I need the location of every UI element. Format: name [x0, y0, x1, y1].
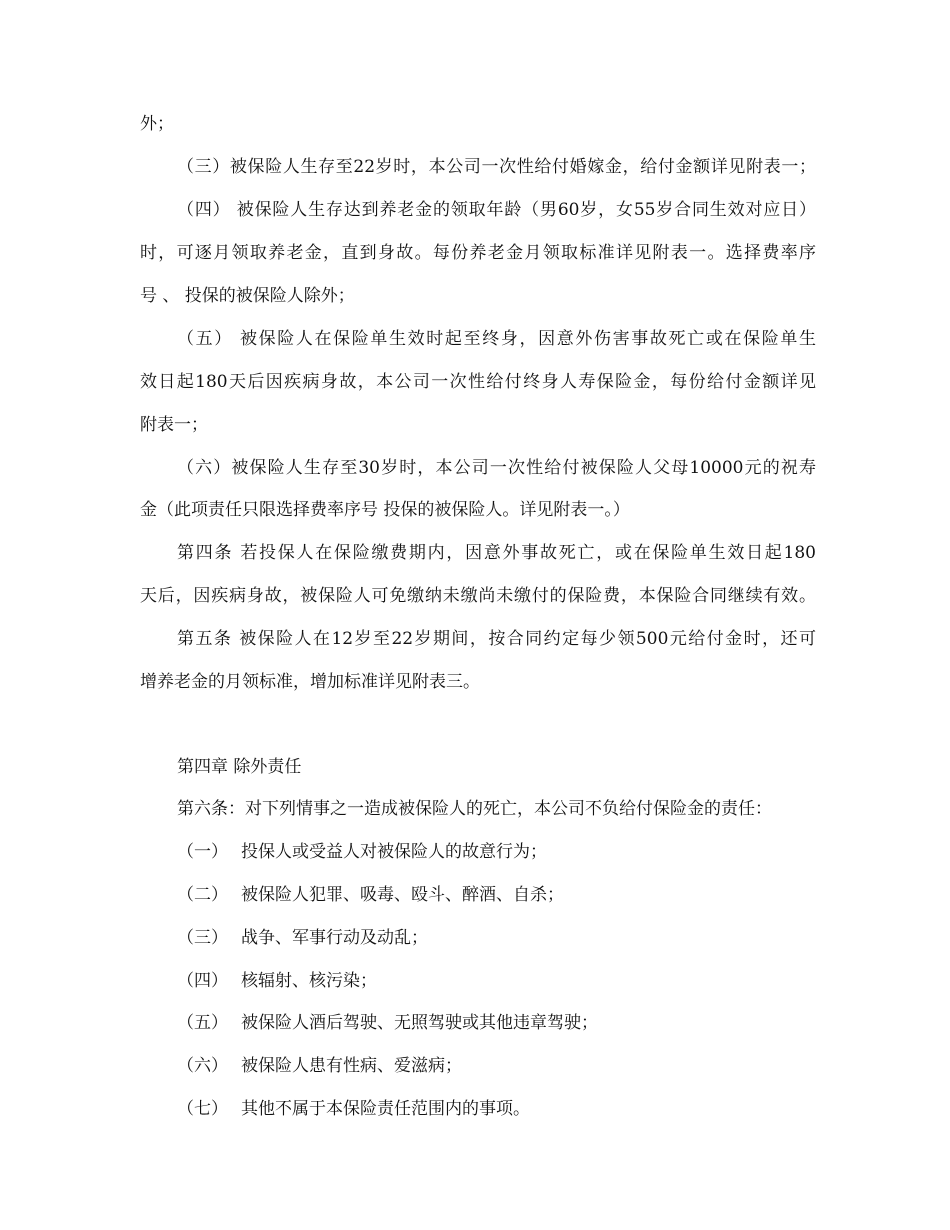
article-6-line: 第六条：对下列情事之一造成被保险人的死亡，本公司不负给付保险金的责任： — [177, 799, 772, 819]
exclusion-item — [177, 840, 547, 864]
exclusion-number: （七） — [177, 1099, 228, 1119]
clause-6-line-2: 金（此项责任只限选择费率序号 投保的被保险人。详见附表一。） — [140, 500, 630, 520]
exclusion-number: （六） — [177, 1056, 228, 1076]
exclusion-text: 被保险人犯罪、吸毒、殴斗、醉酒、自杀； — [241, 885, 564, 905]
exclusion-text: 核辐射、核污染； — [241, 971, 377, 991]
clause-5-line-3: 附表一； — [140, 415, 208, 435]
clause-5-line-1: （五） 被保险人在保险单生效时起至终身，因意外伤害事故死亡或在保险单生 — [177, 329, 816, 349]
exclusion-item — [177, 1097, 530, 1121]
exclusion-number: （五） — [177, 1013, 228, 1033]
exclusion-text: 投保人或受益人对被保险人的故意行为； — [241, 842, 547, 862]
article-4-line-1: 第四条 若投保人在保险缴费期内，因意外事故死亡，或在保险单生效日起180 — [177, 543, 816, 563]
exclusion-number: （一） — [177, 842, 228, 862]
exclusion-item — [177, 926, 428, 950]
exclusion-item — [177, 1054, 462, 1078]
exclusion-item — [177, 883, 564, 907]
clause-6-line-1: （六）被保险人生存至30岁时，本公司一次性给付被保险人父母10000元的祝寿 — [177, 458, 816, 478]
exclusion-text: 被保险人酒后驾驶、无照驾驶或其他违章驾驶； — [241, 1013, 598, 1033]
article-5-line-1: 第五条 被保险人在12岁至22岁期间，按合同约定每少领500元给付金时，还可 — [177, 629, 816, 649]
exclusion-item — [177, 969, 377, 993]
exclusion-text: 其他不属于本保险责任范围内的事项。 — [241, 1099, 530, 1119]
article-5-line-2: 增养老金的月领标准，增加标准详见附表三。 — [140, 672, 480, 692]
exclusion-number: （二） — [177, 885, 228, 905]
clause-3-line: （三）被保险人生存至22岁时，本公司一次性给付婚嫁金，给付金额详见附表一； — [177, 157, 816, 177]
exclusion-number: （三） — [177, 928, 228, 948]
exclusion-number: （四） — [177, 971, 228, 991]
exclusion-item — [177, 1011, 598, 1035]
chapter-heading: 第四章 除外责任 — [177, 757, 302, 777]
exclusion-text: 被保险人患有性病、爱滋病； — [241, 1056, 462, 1076]
text-line: 外； — [140, 114, 174, 134]
clause-4-line-1: （四） 被保险人生存达到养老金的领取年龄（男60岁，女55岁合同生效对应日） — [177, 200, 816, 220]
clause-4-line-3: 号 、 投保的被保险人除外； — [140, 286, 355, 306]
clause-5-line-2: 效日起180天后因疾病身故，本公司一次性给付终身人寿保险金，每份给付金额详见 — [140, 372, 816, 392]
exclusion-text: 战争、军事行动及动乱； — [241, 928, 428, 948]
article-4-line-2: 天后，因疾病身故，被保险人可免缴纳未缴尚未缴付的保险费，本保险合同继续有效。 — [140, 586, 816, 606]
clause-4-line-2: 时，可逐月领取养老金，直到身故。每份养老金月领取标准详见附表一。选择费率序 — [140, 243, 816, 263]
